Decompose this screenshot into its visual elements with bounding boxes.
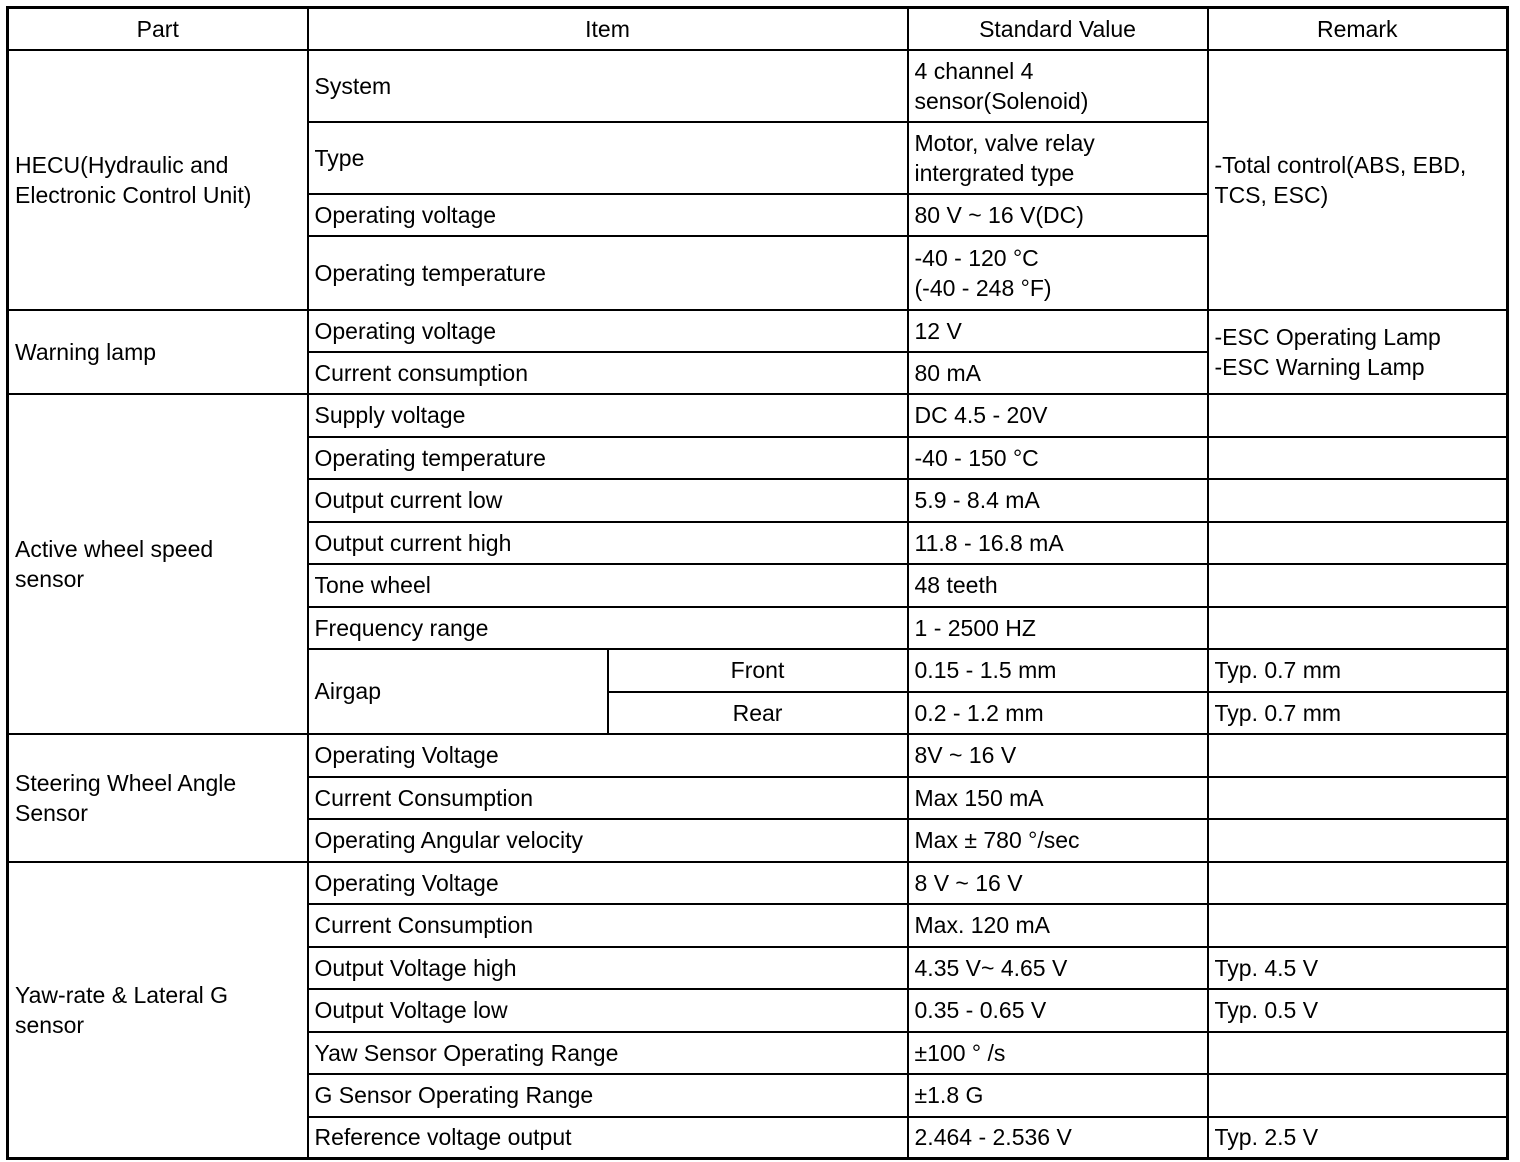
value-cell: DC 4.5 - 20V xyxy=(908,394,1208,437)
header-part: Part xyxy=(8,8,308,50)
part-yaw: Yaw-rate & Lateral G sensor xyxy=(8,862,308,1159)
part-steering: Steering Wheel Angle Sensor xyxy=(8,734,308,862)
remark-cell xyxy=(1208,1032,1508,1074)
value-cell: 48 teeth xyxy=(908,564,1208,607)
value-cell: ±100 ° /s xyxy=(908,1032,1208,1074)
value-cell: -40 - 120 °C (-40 - 248 °F) xyxy=(908,236,1208,310)
remark-cell xyxy=(1208,437,1508,479)
value-cell: 80 V ~ 16 V(DC) xyxy=(908,194,1208,236)
remark-cell xyxy=(1208,479,1508,522)
value-cell: 80 mA xyxy=(908,352,1208,394)
item-cell: Frequency range xyxy=(308,607,908,649)
remark-cell xyxy=(1208,522,1508,564)
remark-warning-lamp: -ESC Operating Lamp -ESC Warning Lamp xyxy=(1208,310,1508,394)
remark-cell xyxy=(1208,777,1508,819)
remark-cell: Typ. 0.5 V xyxy=(1208,989,1508,1032)
header-item: Item xyxy=(308,8,908,50)
value-cell: 1 - 2500 HZ xyxy=(908,607,1208,649)
header-standard-value: Standard Value xyxy=(908,8,1208,50)
item-cell: Operating Voltage xyxy=(308,862,908,904)
item-cell: Yaw Sensor Operating Range xyxy=(308,1032,908,1074)
value-cell: 8 V ~ 16 V xyxy=(908,862,1208,904)
item-cell: Current Consumption xyxy=(308,777,908,819)
airgap-rear-label: Rear xyxy=(608,692,908,734)
item-cell: G Sensor Operating Range xyxy=(308,1074,908,1117)
item-cell: System xyxy=(308,50,908,122)
item-cell: Output current high xyxy=(308,522,908,564)
item-cell: Operating Angular velocity xyxy=(308,819,908,862)
part-hecu: HECU(Hydraulic and Electronic Control Unit) xyxy=(8,50,308,310)
remark-cell xyxy=(1208,734,1508,777)
item-cell: Reference voltage output xyxy=(308,1117,908,1159)
value-cell: -40 - 150 °C xyxy=(908,437,1208,479)
item-cell: Output Voltage low xyxy=(308,989,908,1032)
value-cell: 11.8 - 16.8 mA xyxy=(908,522,1208,564)
item-cell: Output current low xyxy=(308,479,908,522)
item-cell: Tone wheel xyxy=(308,564,908,607)
item-cell: Operating temperature xyxy=(308,236,908,310)
part-warning-lamp: Warning lamp xyxy=(8,310,308,394)
table-row xyxy=(8,734,1508,777)
remark-cell xyxy=(1208,564,1508,607)
remark-cell: Typ. 2.5 V xyxy=(1208,1117,1508,1159)
item-cell: Operating Voltage xyxy=(308,734,908,777)
value-cell: Max. 120 mA xyxy=(908,904,1208,947)
remark-cell xyxy=(1208,1074,1508,1117)
item-airgap: Airgap xyxy=(308,649,608,734)
remark-cell xyxy=(1208,819,1508,862)
value-cell: 0.15 - 1.5 mm xyxy=(908,649,1208,692)
table-row xyxy=(8,394,1508,437)
item-cell: Current consumption xyxy=(308,352,908,394)
item-cell: Output Voltage high xyxy=(308,947,908,989)
value-cell: Max 150 mA xyxy=(908,777,1208,819)
remark-cell xyxy=(1208,862,1508,904)
remark-cell xyxy=(1208,394,1508,437)
remark-cell: Typ. 0.7 mm xyxy=(1208,649,1508,692)
table-row xyxy=(8,862,1508,904)
value-cell: Max ± 780 °/sec xyxy=(908,819,1208,862)
remark-cell xyxy=(1208,607,1508,649)
part-wheel-speed: Active wheel speed sensor xyxy=(8,394,308,734)
value-cell: 4 channel 4 sensor(Solenoid) xyxy=(908,50,1208,122)
header-remark: Remark xyxy=(1208,8,1508,50)
value-cell: 8V ~ 16 V xyxy=(908,734,1208,777)
item-cell: Operating voltage xyxy=(308,194,908,236)
header-row xyxy=(8,8,1508,50)
value-cell: 0.2 - 1.2 mm xyxy=(908,692,1208,734)
value-cell: Motor, valve relay intergrated type xyxy=(908,122,1208,194)
value-cell: 12 V xyxy=(908,310,1208,352)
remark-cell: Typ. 4.5 V xyxy=(1208,947,1508,989)
value-cell: 2.464 - 2.536 V xyxy=(908,1117,1208,1159)
spec-table xyxy=(6,6,1509,1160)
value-cell: 4.35 V~ 4.65 V xyxy=(908,947,1208,989)
value-cell: 5.9 - 8.4 mA xyxy=(908,479,1208,522)
remark-hecu: -Total control(ABS, EBD, TCS, ESC) xyxy=(1208,50,1508,310)
item-cell: Current Consumption xyxy=(308,904,908,947)
value-cell: ±1.8 G xyxy=(908,1074,1208,1117)
value-cell: 0.35 - 0.65 V xyxy=(908,989,1208,1032)
remark-cell: Typ. 0.7 mm xyxy=(1208,692,1508,734)
remark-cell xyxy=(1208,904,1508,947)
item-cell: Operating voltage xyxy=(308,310,908,352)
item-cell: Supply voltage xyxy=(308,394,908,437)
table-row xyxy=(8,310,1508,352)
table-row xyxy=(8,50,1508,122)
item-cell: Type xyxy=(308,122,908,194)
airgap-front-label: Front xyxy=(608,649,908,692)
item-cell: Operating temperature xyxy=(308,437,908,479)
